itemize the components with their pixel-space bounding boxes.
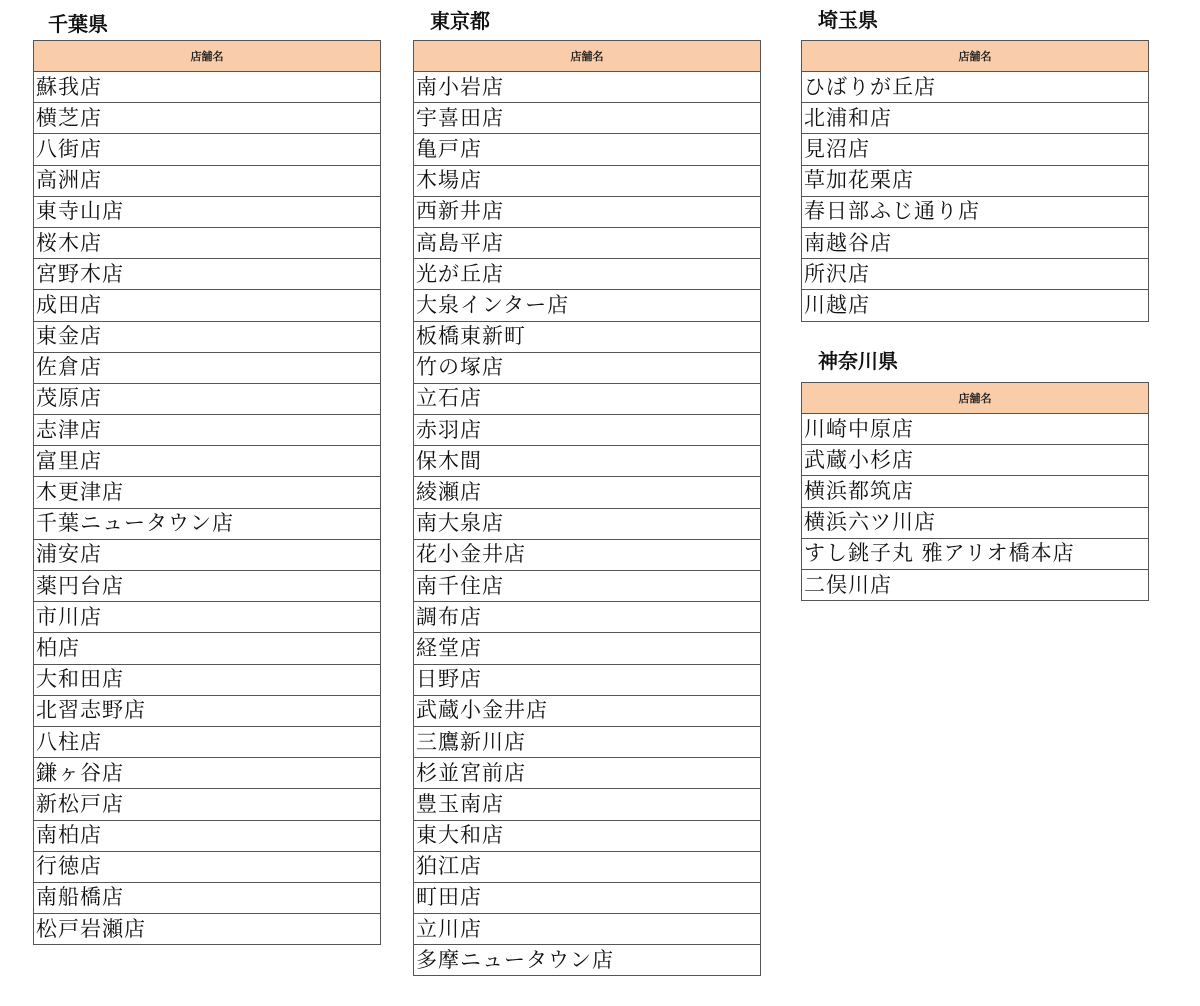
table-row (34, 477, 381, 508)
table-row (34, 383, 381, 414)
store-name-cell: 宮野木店 (34, 259, 381, 290)
table-row (34, 914, 381, 945)
table-row (802, 569, 1149, 600)
table-row (802, 414, 1149, 445)
table-row (802, 103, 1149, 134)
store-name-cell: 新松戸店 (34, 789, 381, 820)
table-row (414, 72, 761, 103)
table-row (414, 321, 761, 352)
store-name-cell: 成田店 (34, 290, 381, 321)
store-name-cell: 南小岩店 (414, 72, 761, 103)
table-row (414, 571, 761, 602)
store-name-cell: 武蔵小杉店 (802, 445, 1149, 476)
column-header: 店舗名 (802, 41, 1149, 72)
table-row (34, 72, 381, 103)
store-name-cell: 東寺山店 (34, 196, 381, 227)
table-row (802, 507, 1149, 538)
table-row (414, 165, 761, 196)
store-name-cell: 高島平店 (414, 227, 761, 258)
table-row (414, 664, 761, 695)
table-row (34, 695, 381, 726)
store-name-cell: 経堂店 (414, 633, 761, 664)
store-table-kanagawa (801, 382, 1149, 601)
table-row (34, 758, 381, 789)
store-name-cell: 狛江店 (414, 851, 761, 882)
store-name-cell: 花小金井店 (414, 539, 761, 570)
store-name-cell: 保木間 (414, 446, 761, 477)
store-name-cell: 川崎中原店 (802, 414, 1149, 445)
store-name-cell: 赤羽店 (414, 415, 761, 446)
store-name-cell: 春日部ふじ通り店 (802, 196, 1149, 227)
store-name-cell: 志津店 (34, 415, 381, 446)
store-name-cell: 南船橋店 (34, 882, 381, 913)
store-list (34, 72, 381, 945)
store-name-cell: 杉並宮前店 (414, 758, 761, 789)
table-row (34, 508, 381, 539)
store-name-cell: 松戸岩瀬店 (34, 914, 381, 945)
table-row (414, 789, 761, 820)
table-row (414, 477, 761, 508)
store-name-cell: 板橋東新町 (414, 321, 761, 352)
store-name-cell: 富里店 (34, 446, 381, 477)
store-table-chiba (33, 40, 381, 945)
table-row (34, 134, 381, 165)
column-header: 店舗名 (802, 383, 1149, 414)
table-row (802, 227, 1149, 258)
store-name-cell: 横浜六ツ川店 (802, 507, 1149, 538)
store-name-cell: 薬円台店 (34, 571, 381, 602)
table-row (414, 134, 761, 165)
store-name-cell: 浦安店 (34, 539, 381, 570)
store-name-cell: 南千住店 (414, 571, 761, 602)
store-name-cell: 木更津店 (34, 477, 381, 508)
store-name-cell: 横浜都筑店 (802, 476, 1149, 507)
store-name-cell: 日野店 (414, 664, 761, 695)
table-row (414, 227, 761, 258)
store-name-cell: 木場店 (414, 165, 761, 196)
store-name-cell: 亀戸店 (414, 134, 761, 165)
table-row (34, 571, 381, 602)
store-name-cell: 大和田店 (34, 664, 381, 695)
table-row (802, 165, 1149, 196)
store-name-cell: 桜木店 (34, 227, 381, 258)
store-name-cell: 見沼店 (802, 134, 1149, 165)
prefecture-title-chiba: 千葉県 (48, 12, 108, 36)
store-name-cell: 川越店 (802, 290, 1149, 321)
table-row (414, 196, 761, 227)
store-list (802, 414, 1149, 601)
store-name-cell: 立石店 (414, 383, 761, 414)
store-name-cell: 行徳店 (34, 851, 381, 882)
store-name-cell: 南越谷店 (802, 227, 1149, 258)
store-name-cell: 三鷹新川店 (414, 726, 761, 757)
table-row (414, 602, 761, 633)
store-name-cell: 武蔵小金井店 (414, 695, 761, 726)
table-row (34, 446, 381, 477)
store-name-cell: 所沢店 (802, 259, 1149, 290)
table-row (414, 851, 761, 882)
table-row (414, 446, 761, 477)
table-row (34, 726, 381, 757)
table-row (34, 227, 381, 258)
table-row (414, 882, 761, 913)
store-name-cell: 調布店 (414, 602, 761, 633)
store-name-cell: 蘇我店 (34, 72, 381, 103)
store-name-cell: 草加花栗店 (802, 165, 1149, 196)
store-list (802, 72, 1149, 322)
table-row (34, 789, 381, 820)
table-row (34, 259, 381, 290)
table-row (34, 103, 381, 134)
table-row (414, 508, 761, 539)
table-row (414, 914, 761, 945)
store-name-cell: 八柱店 (34, 726, 381, 757)
table-row (802, 134, 1149, 165)
table-row (802, 476, 1149, 507)
store-name-cell: 南大泉店 (414, 508, 761, 539)
table-row (414, 259, 761, 290)
table-row (34, 820, 381, 851)
column-header: 店舗名 (414, 41, 761, 72)
table-row (414, 820, 761, 851)
table-row (414, 695, 761, 726)
table-row (34, 321, 381, 352)
table-row (802, 290, 1149, 321)
table-row (34, 415, 381, 446)
table-row (414, 290, 761, 321)
store-name-cell: 南柏店 (34, 820, 381, 851)
table-row (414, 415, 761, 446)
store-name-cell: 多摩ニュータウン店 (414, 945, 761, 976)
store-name-cell: 茂原店 (34, 383, 381, 414)
store-name-cell: 宇喜田店 (414, 103, 761, 134)
prefecture-title-tokyo: 東京都 (430, 9, 490, 33)
store-name-cell: 綾瀬店 (414, 477, 761, 508)
store-name-cell: 豊玉南店 (414, 789, 761, 820)
table-row (414, 726, 761, 757)
store-name-cell: 町田店 (414, 882, 761, 913)
store-name-cell: 佐倉店 (34, 352, 381, 383)
store-name-cell: 市川店 (34, 602, 381, 633)
table-row (414, 103, 761, 134)
store-name-cell: 千葉ニュータウン店 (34, 508, 381, 539)
table-row (414, 352, 761, 383)
store-name-cell: 横芝店 (34, 103, 381, 134)
prefecture-title-saitama: 埼玉県 (818, 8, 878, 32)
table-row (802, 538, 1149, 569)
store-name-cell: 二俣川店 (802, 569, 1149, 600)
store-name-cell: 東金店 (34, 321, 381, 352)
table-row (34, 539, 381, 570)
store-name-cell: ひばりが丘店 (802, 72, 1149, 103)
table-row (34, 352, 381, 383)
store-name-cell: 柏店 (34, 633, 381, 664)
table-row (34, 664, 381, 695)
table-row (34, 290, 381, 321)
table-row (414, 383, 761, 414)
table-row (414, 539, 761, 570)
store-name-cell: 北習志野店 (34, 695, 381, 726)
table-row (34, 165, 381, 196)
table-row (414, 633, 761, 664)
column-header: 店舗名 (34, 41, 381, 72)
table-row (34, 602, 381, 633)
table-row (802, 196, 1149, 227)
table-row (414, 945, 761, 976)
table-row (802, 259, 1149, 290)
table-row (802, 72, 1149, 103)
store-name-cell: すし銚子丸 雅アリオ橋本店 (802, 538, 1149, 569)
store-table-saitama (801, 40, 1149, 322)
table-row (34, 196, 381, 227)
store-name-cell: 立川店 (414, 914, 761, 945)
prefecture-title-kanagawa: 神奈川県 (818, 349, 898, 373)
store-name-cell: 八街店 (34, 134, 381, 165)
table-row (802, 445, 1149, 476)
table-row (34, 851, 381, 882)
store-name-cell: 東大和店 (414, 820, 761, 851)
store-name-cell: 高洲店 (34, 165, 381, 196)
store-name-cell: 鎌ヶ谷店 (34, 758, 381, 789)
store-name-cell: 西新井店 (414, 196, 761, 227)
store-name-cell: 光が丘店 (414, 259, 761, 290)
table-row (414, 758, 761, 789)
store-table-tokyo (413, 40, 761, 976)
store-name-cell: 竹の塚店 (414, 352, 761, 383)
table-row (34, 882, 381, 913)
table-row (34, 633, 381, 664)
store-list (414, 72, 761, 976)
store-name-cell: 大泉インター店 (414, 290, 761, 321)
store-name-cell: 北浦和店 (802, 103, 1149, 134)
